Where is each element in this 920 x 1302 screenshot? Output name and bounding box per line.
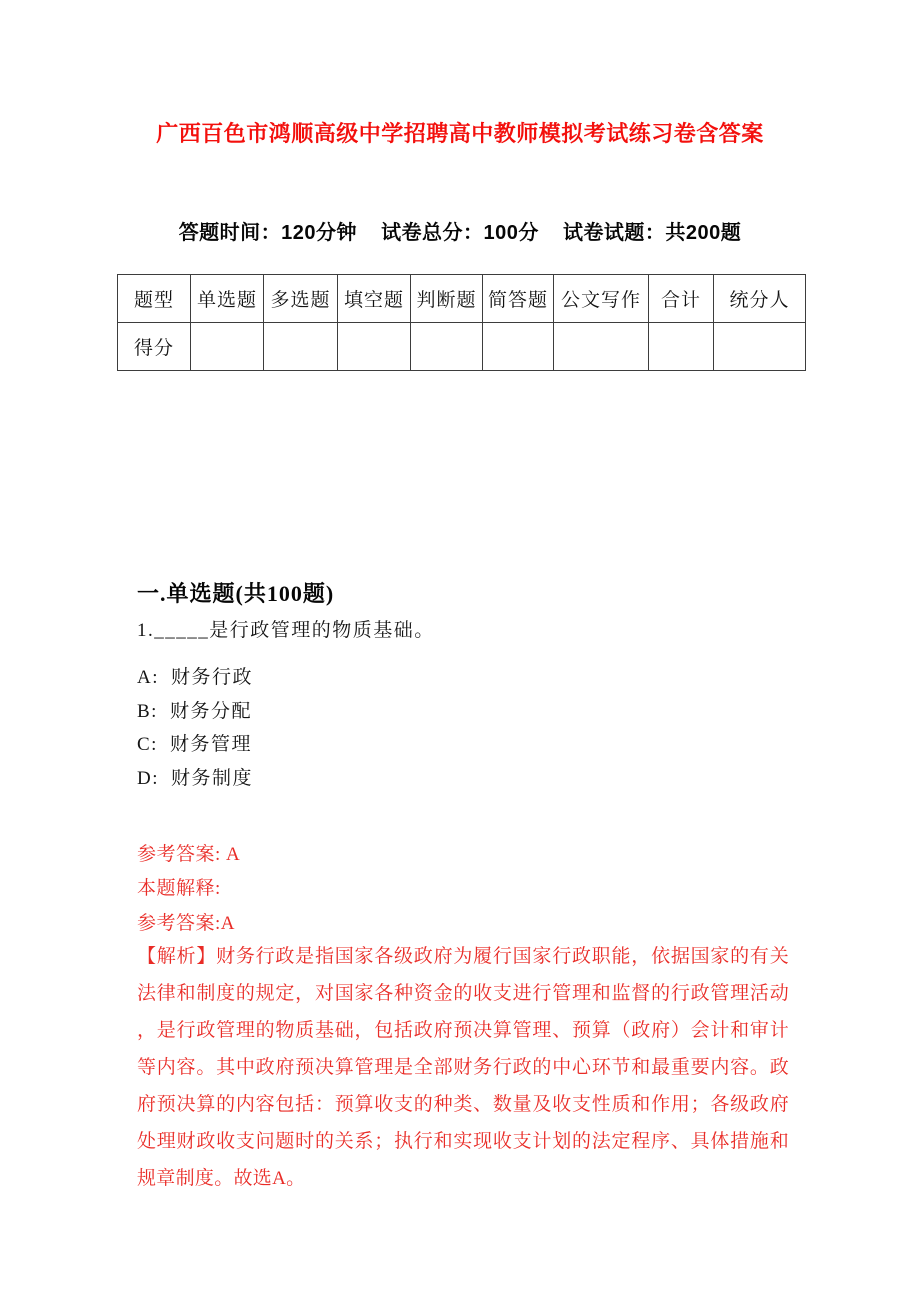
score-table	[117, 274, 806, 371]
option-a-label: A:	[137, 667, 159, 688]
meta-answer-time: 答题时间：120分钟	[178, 222, 358, 244]
score-cell-empty	[264, 323, 338, 371]
col-header-single-choice: 单选题	[191, 275, 264, 323]
score-table-score-row	[118, 323, 806, 371]
reference-answer-line-2: 参考答案:A	[137, 913, 236, 934]
col-header-multi-choice: 多选题	[264, 275, 338, 323]
option-c-label: C:	[137, 734, 158, 755]
col-header-official-writing: 公文写作	[554, 275, 649, 323]
score-cell-empty	[483, 323, 554, 371]
score-cell-empty	[411, 323, 483, 371]
score-cell-empty	[338, 323, 411, 371]
col-header-question-type: 题型	[118, 275, 191, 323]
question-1-option-a	[137, 666, 253, 690]
score-cell-empty	[191, 323, 264, 371]
col-header-score-counter: 统分人	[714, 275, 806, 323]
col-header-total: 合计	[649, 275, 714, 323]
exam-meta-row	[0, 216, 920, 245]
meta-total-score: 试卷总分：100分	[381, 222, 539, 244]
score-cell-empty	[554, 323, 649, 371]
explanation-label: 本题解释:	[137, 878, 221, 899]
page-title: 广西百色市鸿顺高级中学招聘高中教师模拟考试练习卷含答案	[156, 121, 764, 146]
option-b-label: B:	[137, 701, 158, 722]
section-heading-single-choice: 一.单选题(共100题)	[137, 581, 335, 606]
question-1-prompt: 1._____是行政管理的物质基础。	[137, 620, 435, 641]
answer-analysis-paragraph: 【解析】财务行政是指国家各级政府为履行国家行政职能，依据国家的有关法律和制度的规定，对国家各种资金的收支进行管理和监督的行政管理活动，是行政管理的物质基础，包括政府预决算管理、预算（政府）会计和审计等内容。其中政府预决算管理是全部财务行政的中心环节和最重要内容。政府预决算的内容包括：预算收支的种类、数量及收支性质和作用；各级政府处理财政收支问题时的关系；执行和实现收支计划的法定程序、具体措施和规章制度。故选A。	[137, 946, 789, 1189]
col-header-short-answer: 简答题	[483, 275, 554, 323]
score-cell-empty	[714, 323, 806, 371]
score-row-label: 得分	[118, 323, 191, 371]
reference-answer-line: 参考答案: A	[137, 844, 241, 865]
col-header-true-false: 判断题	[411, 275, 483, 323]
question-1-option-b	[137, 700, 252, 724]
meta-question-count: 试卷试题：共200题	[562, 222, 742, 244]
question-1-option-d	[137, 767, 253, 791]
option-d-label: D:	[137, 768, 159, 789]
option-b-text: 财务分配	[169, 701, 252, 722]
option-d-text: 财务制度	[171, 768, 254, 789]
score-cell-empty	[649, 323, 714, 371]
option-c-text: 财务管理	[169, 734, 252, 755]
question-1-option-c	[137, 733, 252, 757]
score-table-header-row	[118, 275, 806, 323]
option-a-text: 财务行政	[171, 667, 254, 688]
col-header-fill-blank: 填空题	[338, 275, 411, 323]
